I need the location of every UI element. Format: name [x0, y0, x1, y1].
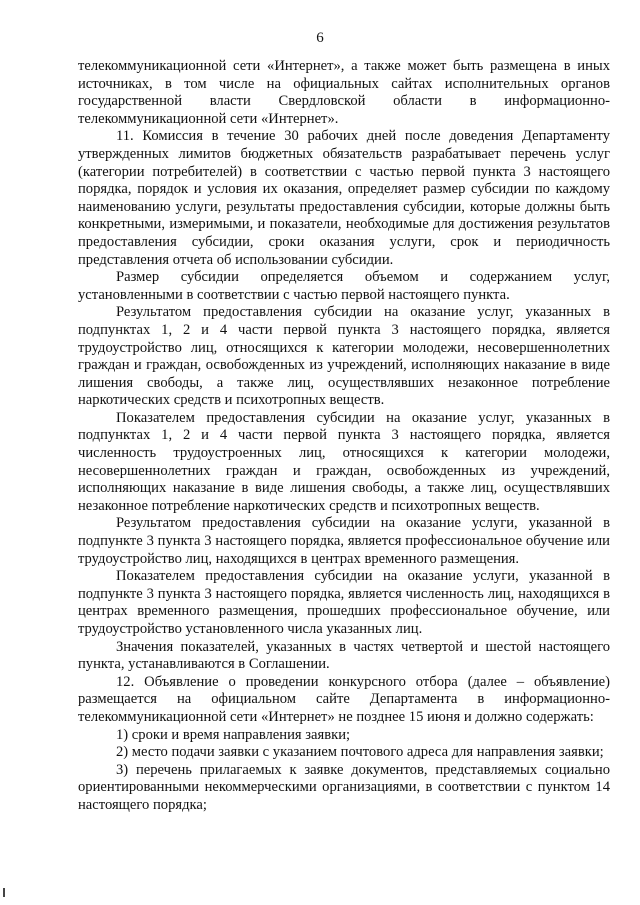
- page-number: 6: [316, 30, 324, 46]
- paragraph-clause-11: 11. Комиссия в течение 30 рабочих дней после доведения Департаменту утвержденных лимитов бюджетных обязательств разрабатывает перечень услуг (категории потребителей) в соответствии с частью первой пункта 3 настоящего порядка, порядок и условия их оказания, определяет размер субсидии по каждому наименованию услуги, результаты предоставления субсидии, которые должны быть конкретными, измеримыми, и показатели, необходимые для достижения результатов предоставления субсидии, сроки оказания услуги, срок и периодичность представления отчета об использовании субсидии.: [78, 128, 610, 268]
- list-item-2: 2) место подачи заявки с указанием почтового адреса для направления заявки;: [116, 744, 604, 761]
- paragraph-indicator-3: Показателем предоставления субсидии на оказание услуги, указанной в подпункте 3 пункта 3 настоящего порядка, является численность лиц, находящихся в центрах временного размещения, прошедших профессиональное обучение, или трудоустройство установленного числа указанных лиц.: [78, 568, 610, 637]
- paragraph-clause-12: 12. Объявление о проведении конкурсного отбора (далее – объявление) размещается на официальном сайте Департамента в информационно-телекоммуникационной сети «Интернет» не позднее 15 июня и должно содержать:: [78, 673, 610, 725]
- paragraph-indicator-1-2-4: Показателем предоставления субсидии на оказание услуг, указанных в подпунктах 1, 2 и 4 части первой пункта 3 настоящего порядка, является численность трудоустроенных лиц, относящихся к категории молодежи, несовершеннолетних граждан и граждан, освобожденных из учреждений, исполняющих наказание в виде лишения свободы, а также лиц, осуществлявших незаконное потребление наркотических средств и психотропных веществ.: [78, 409, 610, 514]
- paragraph-indicator-values: Значения показателей, указанных в частях четвертой и шестой настоящего пункта, устанавливаются в Соглашении.: [78, 638, 610, 673]
- scan-edge-mark: [3, 888, 5, 897]
- paragraph-continuation: телекоммуникационной сети «Интернет», а также может быть размещена в иных источниках, в том числе на официальных сайтах исполнительных органов государственной власти Свердловской области в информационно-телекоммуникационной сети «Интернет».: [78, 58, 610, 127]
- paragraph-subsidy-size: Размер субсидии определяется объемом и содержанием услуг, установленными в соответствии с частью первой настоящего пункта.: [78, 269, 610, 303]
- paragraph-result-1-2-4: Результатом предоставления субсидии на оказание услуг, указанных в подпунктах 1, 2 и 4 части первой пункта 3 настоящего порядка, является трудоустройство лиц, относящихся к категории молодежи, несовершеннолетних граждан и граждан, освобожденных из учреждений, исполняющих наказание в виде лишения свободы, а также лиц, осуществлявших незаконное потребление наркотических средств и психотропных веществ.: [78, 304, 610, 409]
- list-item-1: 1) сроки и время направления заявки;: [116, 726, 351, 743]
- document-body: [78, 58, 610, 815]
- list-item-3: 3) перечень прилагаемых к заявке документов, представляемых социально ориентированными некоммерческими организациями, в соответствии с пунктом 14 настоящего порядка;: [78, 761, 610, 813]
- paragraph-result-3: Результатом предоставления субсидии на оказание услуги, указанной в подпункте 3 пункта 3 настоящего порядка, является профессиональное обучение или трудоустройство лиц, находящихся в центрах временного размещения.: [78, 515, 610, 567]
